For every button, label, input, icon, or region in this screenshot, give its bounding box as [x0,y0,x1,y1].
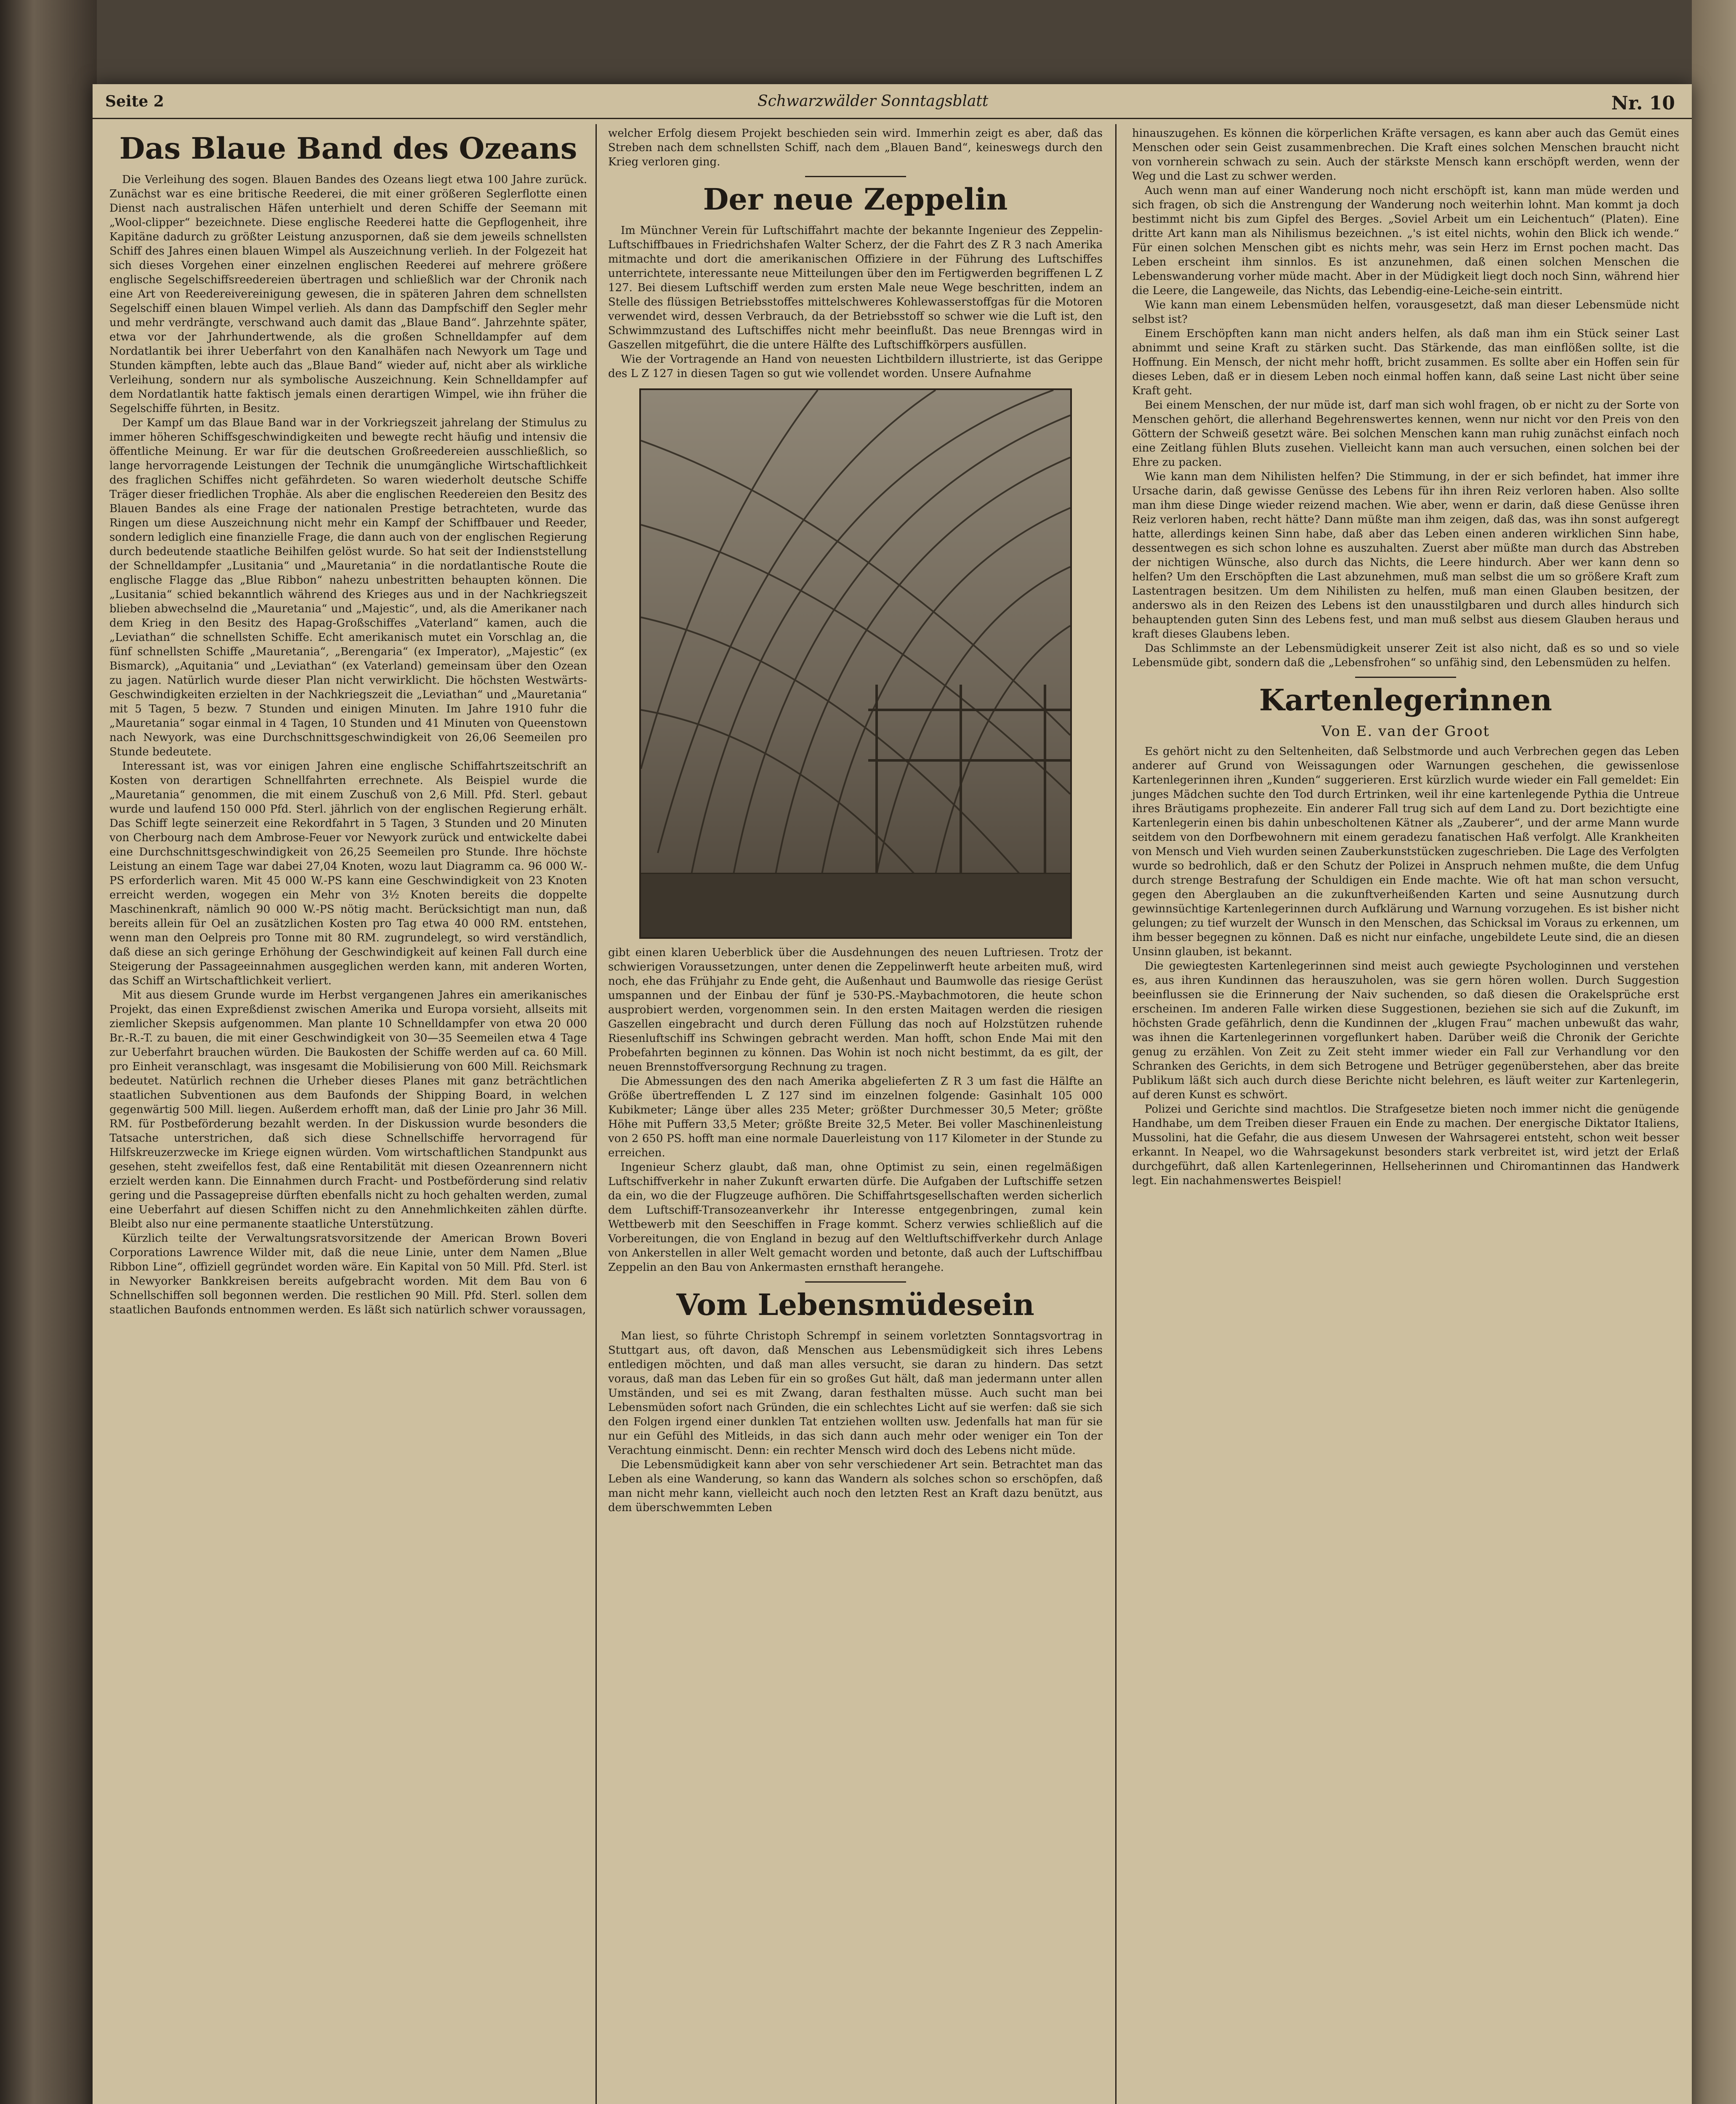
paragraph: Wie kann man dem Nihilisten helfen? Die Stimmung, in der er sich befindet, hat immer ihre Ursache darin, daß gewisse Genüsse des Lebens für ihn ihren Reiz verloren haben. Also sollte man ihm diese Dinge wieder reizend machen. Wie aber, wenn er darin, daß diese Genüsse ihren Reiz verloren haben, recht hätte? Dann müßte man ihm zeigen, daß das, was ihn sonst aufgeregt hatte, allerdings keinen Sinn habe, daß aber das Leben einen anderen wirklichen Sinn habe, dessentwegen es sich schon lohne es auszuhalten. Zuerst aber müßte man durch das Abstreben der nichtigen Wünsche, also durch das Nichts, die Leere hindurch. Aber wer kann denn so helfen? Um den Erschöpften die Last abzunehmen, muß man selbst die um so größere Kraft zum Lastentragen besitzen. Um dem Nihilisten zu helfen, muß man einen Glauben besitzen, der anderswo als in den Reizen des Lebens ist den unausstilgbaren und durch alles hindurch sich behauptenden guten Sinn des Lebens fest, und man muß selbst aus diesem Glauben heraus und kraft dieses Glaubens leben. [1132,470,1679,640]
article-title-zeppelin: Der neue Zeppelin [703,182,1008,217]
paragraph: Polizei und Gerichte sind machtlos. Die Strafgesetze bieten noch immer nicht die genügende Handhabe, um dem Treiben dieser Frauen ein Ende zu machen. Der energische Diktator Italiens, Mussolini, hat die Gefahr, die aus diesem Unwesen der Wahrsagerei entsteht, schon weit besser erkannt. In Neapel, wo die Wahrsagekunst besonders stark verbreitet ist, wird jetzt der Erlaß durchgeführt, daß allen Kartenlegerinnen, Hellseherinnen und Chiromantinnen das Handwerk legt. Ein nachahmenswertes Beispiel! [1132,1103,1679,1187]
page-header [93,84,1692,119]
byline: Von E. van der Groot [1321,723,1490,740]
paragraph: Kürzlich teilte der Verwaltungsratsvorsitzende der American Brown Boveri Corporations Lawrence Wilder mit, daß die neue Linie, unter dem Namen „Blue Ribbon Line“, offiziell gegründet worden wäre. Ein Kapital von 50 Mill. Pfd. Sterl. ist in Newyorker Bankkreisen bereits aufgebracht worden. Mit dem Bau von 6 Schnellschiffen soll begonnen werden. Die restlichen 90 Mill. Pfd. Sterl. sollen dem staatlichen Baufonds entnommen werden. Es läßt sich natürlich schwer voraussagen, [109,1232,587,1316]
column-3 [1132,126,1679,1188]
next-page-edge [1692,0,1736,2104]
newspaper-title: Schwarzwälder Sonntagsblatt [758,93,989,110]
paragraph: Wie kann man einem Lebensmüden helfen, vorausgesetzt, daß man dieser Lebensmüde nicht selbst ist? [1132,299,1679,326]
paragraph: Einem Erschöpften kann man nicht anders helfen, als daß man ihm ein Stück seiner Last abnimmt und seine Kraft zu stärken sucht. Das Stärkende, das man einflößen sollte, ist die Hoffnung. Ein Mensch, der nicht mehr hofft, bricht zusammen. Es sollte aber ein Hoffen sein für dieses Leben, daß er in diesem Leben noch einmal hoffen kann, daß seine Last nicht über seine Kraft geht. [1132,327,1679,397]
newspaper-page [93,84,1692,2104]
section-divider [805,1281,906,1283]
column-rule [596,124,597,2104]
paragraph: Die Abmessungen des den nach Amerika abgelieferten Z R 3 um fast die Hälfte an Größe übertreffenden L Z 127 sind im einzelnen folgende: Gasinhalt 105 000 Kubikmeter; Länge über alles 235 Meter; größter Durchmesser 30,5 Meter; größte Höhe mit Puffern 33,5 Meter; größte Breite 32,5 Meter. Bei voller Maschinenleistung von 2 650 PS. hofft man eine normale Dauerleistung von 117 Kilometer in der Stunde zu erreichen. [608,1075,1103,1159]
paragraph: Wie der Vortragende an Hand von neuesten Lichtbildern illustrierte, ist das Gerippe des L Z 127 in diesen Tagen so gut wie vollendet worden. Unsere Aufnahme [608,353,1103,380]
paragraph: Auch wenn man auf einer Wanderung noch nicht erschöpft ist, kann man müde werden und sich fragen, ob sich die Anstrengung der Wanderung noch weiterhin lohnt. Man kommt ja doch bestimmt nicht bis zum Gipfel des Berges. „Soviel Arbeit um ein Leichentuch“ (Platen). Eine dritte Art kann man als Nihilismus bezeichnen. „'s ist eitel nichts, wohin den Blick ich wende.“ Für einen solchen Menschen gibt es nichts mehr, was sein Herz im Ernst pochen macht. Das Leben erscheint ihm sinnlos. Es ist anzunehmen, daß einen solchen Menschen die Lebenswanderung vorher müde macht. Aber in der Müdigkeit liegt doch noch Sinn, während hier die Leere, die Langeweile, das Nichts, das Lebendig-eine-Leiche-sein eintritt. [1132,184,1679,297]
paragraph: Der Kampf um das Blaue Band war in der Vorkriegszeit jahrelang der Stimulus zu immer höheren Schiffsgeschwindigkeiten und bewegte recht häufig und intensiv die öffentliche Meinung. Er war für die deutschen Großreedereien ausschließlich, so lange hervorragende Leistungen der Technik die unumgängliche Wirtschaftlichkeit des fraglichen Schiffes nicht gefährdeten. So waren wiederholt deutsche Schiffe Träger dieser friedlichen Trophäe. Als aber die englischen Reedereien den Besitz des Blauen Bandes als eine Frage der nationalen Prestige betrachteten, wurde das Ringen um diese Auszeichnung nicht mehr ein Kampf der Schiffbauer und Reeder, sondern lediglich eine finanzielle Frage, die dann auch von der englischen Regierung durch bedeutende staatliche Beihilfen gelöst wurde. So hat seit der Indienststellung der Schnelldampfer „Lusitania“ und „Mauretania“ in die nordatlantische Route die englische Flagge das „Blue Ribbon“ nahezu unbestritten behaupten können. Die „Lusitania“ schied bekanntlich während des Krieges aus und in der Nachkriegszeit blieben abwechselnd die „Mauretania“ und „Majestic“, und, als die Amerikaner nach dem Krieg in den Besitz des Hapag-Großschiffes „Vaterland“ kamen, auch die „Leviathan“ die schnellsten Schiffe. Echt amerikanisch mutet ein Vorschlag an, die fünf schnellsten Schiffe „Mauretania“, „Berengaria“ (ex Imperator), „Majestic“ (ex Bismarck), „Aquitania“ und „Leviathan“ (ex Vaterland) gemeinsam über den Ozean zu jagen. Natürlich wurde dieser Plan nicht verwirklicht. Die höchsten Westwärts-Geschwindigkeiten erzielten in der Nachkriegszeit die „Leviathan“ und „Mauretania“ mit 5 Tagen, 5 bezw. 7 Stunden und einigen Minuten. Im Jahre 1910 fuhr die „Mauretania“ sogar einmal in 4 Tagen, 10 Stunden und 41 Minuten von Queenstown nach Newyork, was eine Durchschnittsgeschwindigkeit von 26,06 Seemeilen pro Stunde bedeutete. [109,417,587,758]
column-rule [1115,124,1117,2104]
paragraph: Man liest, so führte Christoph Schrempf in seinem vorletzten Sonntagsvortrag in Stuttgart aus, oft davon, daß Menschen aus Lebensmüdigkeit sich ihres Lebens entledigen möchten, und daß man alles versucht, sie daran zu hindern. Das setzt voraus, daß man das Leben für ein so großes Gut hält, daß man jedermann unter allen Umständen, und sei es mit Zwang, daran festhalten müsse. Auch sucht man bei Lebensmüden sofort nach Gründen, die ein schlechtes Licht auf sie werfen: daß sie sich den Folgen irgend einer dunklen Tat entziehen wollten usw. Jedenfalls hat man für sie nur ein Gefühl des Mitleids, in das sich dann auch mehr oder weniger ein Ton der Verachtung einmischt. Denn: ein rechter Mensch wird doch des Lebens nicht müde. [608,1330,1103,1457]
paragraph: Mit aus diesem Grunde wurde im Herbst vergangenen Jahres ein amerikanisches Projekt, das einen Expreßdienst zwischen Amerika und Europa vorsieht, allseits mit ziemlicher Skepsis aufgenommen. Man plante 10 Schnelldampfer von etwa 20 000 Br.-R.-T. zu bauen, die mit einer Geschwindigkeit von 30—35 Seemeilen etwa 4 Tage zur Ueberfahrt brauchen würden. Die Baukosten der Schiffe werden auf ca. 60 Mill. pro Einheit veranschlagt, was insgesamt die Mobilisierung von 600 Mill. Reichsmark bedeutet. Natürlich rechnen die Urheber dieses Planes mit ganz beträchtlichen staatlichen Subventionen aus dem Baufonds der Shipping Board, in welchen gegenwärtig 500 Mill. liegen. Außerdem erhofft man, daß der Linie pro Jahr 36 Mill. RM. für Postbeförderung bezahlt werden. In der Diskussion wurde besonders die Tatsache unterstrichen, daß sich diese Schnellschiffe hervorragend für Hilfskreuzerzwecke im Kriege eignen würden. Vom wirtschaftlichen Standpunkt aus gesehen, steht zweifellos fest, daß eine Rentabilität mit diesen Ozeanrennern nicht erzielt werden kann. Die Einnahmen durch Fracht- und Postbeförderung sind relativ gering und die Passagepreise dürften ebenfalls nicht zu hoch gehalten werden, zumal eine Ueberfahrt auf diesen Schiffen nicht zu den Annehmlichkeiten zählen dürfte. Bleibt also nur eine permanente staatliche Unterstützung. [109,989,587,1230]
article-title-kartenlegerinnen: Kartenlegerinnen [1259,683,1553,717]
paragraph: Es gehört nicht zu den Seltenheiten, daß Selbstmorde und auch Verbrechen gegen das Leben anderer auf Grund von Weissagungen oder Warnungen geschehen, die gewissenlose Kartenlegerinnen ihren „Kunden“ suggerieren. Erst kürzlich wurde wieder ein Fall gemeldet: Ein junges Mädchen suchte den Tod durch Ertrinken, weil ihr eine kartenlegende Pythia die Untreue ihres Bräutigams prophezeite. Ein anderer Fall trug sich auf dem Land zu. Dort bezichtigte eine Kartenlegerin einen bis dahin unbescholtenen Kätner als „Zauberer“, und der arme Mann wurde seitdem von den Dorfbewohnern mit einem geradezu fanatischen Haß verfolgt. Alle Krankheiten von Mensch und Vieh wurden seinen Zauberkunststücken zugeschrieben. Die Lage des Verfolgten wurde so bedrohlich, daß er den Schutz der Polizei in Anspruch nehmen mußte, die dem Unfug durch strenge Bestrafung der Schuldigen ein Ende machte. Wie oft hat man schon versucht, gegen den Aberglauben an die zukunftverheißenden Karten und seine Ausnutzung durch gewinnsüchtige Kartenlegerinnen durch Aufklärung und Warnung vorzugehen. Es ist bisher nicht gelungen; zu tief wurzelt der Wunsch in den Menschen, das Schicksal im Voraus zu erkennen, um ihm besser begegnen zu können. Daß es nicht nur einfache, ungebildete Leute sind, die an diesen Unsinn glauben, ist bekannt. [1132,745,1679,958]
paragraph: Ingenieur Scherz glaubt, daß man, ohne Optimist zu sein, einen regelmäßigen Luftschiffverkehr in naher Zukunft erwarten dürfe. Die Aufgaben der Luftschiffe setzen da ein, wo die der Flugzeuge aufhören. Die Schiffahrtsgesellschaften werden sicherlich dem Luftschiff-Transozeanverkehr ihr Interesse entgegenbringen, zumal kein Wettbewerb mit den Seeschiffen in Frage kommt. Scherz verwies schließlich auf die Vorbereitungen, die von England in bezug auf den Weltluftschiffverkehr durch Anlage von Ankerstellen in aller Welt gemacht worden und betonte, daß auch der Luftschiffbau Zeppelin an den Bau von Ankermasten ernsthaft herangehe. [608,1161,1103,1274]
paragraph: Das Schlimmste an der Lebensmüdigkeit unserer Zeit ist also nicht, daß es so und so viele Lebensmüde gibt, sondern daß die „Lebensfrohen“ so unfähig sind, den Lebensmüden zu helfen. [1132,642,1679,669]
issue-number: Nr. 10 [1611,93,1675,114]
paragraph: Im Münchner Verein für Luftschiffahrt machte der bekannte Ingenieur des Zeppelin-Luftschiffbaues in Friedrichshafen Walter Scherz, der die Fahrt des Z R 3 nach Amerika mitmachte und dort die amerikanischen Offiziere in der Führung des Luftschiffes unterrichtete, interessante neue Mitteilungen über den im Fertigwerden begriffenen L Z 127. Bei diesem Luftschiff werden zum ersten Male neue Wege beschritten, indem an Stelle des flüssigen Betriebsstoffes mittelschweres Kohlewasserstoffgas für die Motoren verwendet wird, dessen Verbrauch, da der Betriebsstoff so schwer wie die Luft ist, den Schwimmzustand des Luftschiffes nicht mehr beeinflußt. Das neue Brenngas wird in Gaszellen mitgeführt, die die untere Hälfte des Luftschiffkörpers ausfüllen. [608,224,1103,351]
paragraph: hinauszugehen. Es können die körperlichen Kräfte versagen, es kann aber auch das Gemüt eines Menschen oder sein Geist zusammenbrechen. Die Kraft eines solchen Menschen braucht nicht von vornherein schwach zu sein. Auch der stärkste Mensch kann erschöpft werden, wenn der Weg und die Last zu schwer werden. [1132,127,1679,183]
book-binding [0,0,97,2104]
paragraph: Bei einem Menschen, der nur müde ist, darf man sich wohl fragen, ob er nicht zu der Sorte von Menschen gehört, die allerhand Begehrenswertes kennen, wenn nur nicht vor den Preis von den Göttern der Schweiß gesetzt wäre. Bei solchen Menschen kann man ruhig zunächst einfach noch eine Zeitlang fühlen Bluts zusehen. Vielleicht kann man auch versuchen, einen solchen bei der Ehre zu packen. [1132,399,1679,469]
paragraph: Interessant ist, was vor einigen Jahren eine englische Schiffahrtszeitschrift an Kosten von derartigen Schnellfahrten errechnete. Als Beispiel wurde die „Mauretania“ genommen, die mit einem Zuschuß von 2,6 Mill. Pfd. Sterl. gebaut wurde und laufend 150 000 Pfd. Sterl. jährlich von der englischen Regierung erhält. Das Schiff legte seinerzeit eine Rekordfahrt in 5 Tagen, 3 Stunden und 20 Minuten von Cherbourg nach dem Ambrose-Feuer vor Newyork zurück und entwickelte dabei eine Durchschnittsgeschwindigkeit von 26,25 Seemeilen pro Stunde. Ihre höchste Leistung an einem Tage war dabei 27,04 Knoten, wozu laut Diagramm ca. 96 000 W.-PS erforderlich waren. Mit 45 000 W.-PS kann eine Geschwindigkeit von 23 Knoten erreicht werden, wogegen ein Mehr von 3½ Knoten bereits die doppelte Maschinenkraft, nämlich 90 000 W.-PS nötig macht. Berücksichtigt man nun, daß bereits allein für Oel an zusätzlichen Kosten pro Tag etwa 40 000 RM. entstehen, wenn man den Oelpreis pro Tonne mit 80 RM. zugrundelegt, so wird verständlich, daß diese an sich geringe Erhöhung der Geschwindigkeit auf keinen Fall durch eine Steigerung der Passageeinnahmen ausgeglichen werden kann, mit anderen Worten, das Schiff an Wirtschaftlichkeit verliert. [109,760,587,987]
paragraph: gibt einen klaren Ueberblick über die Ausdehnungen des neuen Luftriesen. Trotz der schwierigen Voraussetzungen, unter denen die Zeppelinwerft heute arbeiten muß, wird noch, ehe das Frühjahr zu Ende geht, die Außenhaut und Baumwolle das riesige Gerüst umspannen und der Einbau der fünf je 530-PS.-Maybachmotoren, die heute schon ausprobiert werden, vorgenommen sein. In den ersten Maitagen werden die riesigen Gaszellen eingebracht und durch deren Füllung das noch auf Holzstützen ruhende Riesenluftschiff ins Schwingen gebracht werden. Man hofft, schon Ende Mai mit den Probefahrten beginnen zu können. Das Wohin ist noch nicht bestimmt, da es gilt, der neuen Brennstoffversorgung Rechnung zu tragen. [608,946,1103,1073]
zeppelin-frame-photo [639,388,1072,939]
paragraph: Die Lebensmüdigkeit kann aber von sehr verschiedener Art sein. Betrachtet man das Leben als eine Wanderung, so kann das Wandern als solches schon so erschöpfen, daß man nicht mehr kann, vielleicht auch noch den letzten Rest an Kraft dazu benützt, aus dem überschwemmten Leben [608,1458,1103,1514]
paragraph: welcher Erfolg diesem Projekt beschieden sein wird. Immerhin zeigt es aber, daß das Streben nach dem schnellsten Schiff, nach dem „Blauen Band“, keineswegs durch den Krieg verloren ging. [608,127,1103,168]
page-number: Seite 2 [105,93,164,110]
column-2 [608,126,1103,1515]
section-divider [1355,677,1456,678]
paragraph: Die Verleihung des sogen. Blauen Bandes des Ozeans liegt etwa 100 Jahre zurück. Zunächst war es eine britische Reederei, die mit einer größeren Seglerflotte einen Dienst nach australischen Häfen unterhielt und deren Schiffe der Seemann mit „Wool-clipper“ bezeichnete. Diese englische Reederei hatte die Gepflogenheit, ihre Kapitäne dadurch zu größter Leistung anzuspornen, daß sie dem jeweils schnellsten Schiff des Jahres einen blauen Wimpel als Auszeichnung verlieh. In der Folgezeit hat sich dieses Vorgehen einer einzelnen englischen Reederei auf mehrere größere englische Segelschiffsreedereien übertragen und schließlich war der Chronik nach eine Art von Reedereivereinigung gewesen, die in späteren Jahren dem schnellsten Segelschiff einen blauen Wimpel verlieh. Als dann das Dampfschiff den Segler mehr und mehr verdrängte, verschwand auch damit das „Blaue Band“. Jahrzehnte später, etwa vor der Jahrhundertwende, als die großen Schnelldampfer auf dem Nordatlantik bei ihrer Ueberfahrt von den Kanalhäfen nach Newyork um Tage und Stunden kämpften, lebte auch das „Blaue Band“ wieder auf, nicht aber als wirkliche Verleihung, sondern nur als symbolische Auszeichnung. Kein Schnelldampfer auf dem Nordatlantik hatte faktisch jemals einen derartigen Wimpel, wie ihn früher die Segelschiffe führten, in Besitz. [109,173,587,415]
article-title-blaue-band: Das Blaue Band des Ozeans [119,131,577,166]
article-title-lebensmuede: Vom Lebensmüdesein [676,1287,1034,1322]
section-divider [805,176,906,177]
column-1 [109,126,587,1317]
paragraph: Die gewiegtesten Kartenlegerinnen sind meist auch gewiegte Psychologinnen und verstehen es, aus ihren Kundinnen das herauszuholen, was sie gern hören wollen. Durch Suggestion beeinflussen sie die Erinnerung der Naiv suchenden, so daß diesen die Orakelsprüche erst erscheinen. Im anderen Falle wirken diese Suggestionen, beziehen sie sich auf die Zukunft, im höchsten Grade gefährlich, denn die Kundinnen der „klugen Frau“ machen unbewußt das wahr, was ihnen die Kartenlegerinnen vorgeflunkert haben. Darüber weiß die Chronik der Gerichte genug zu erzählen. Von Zeit zu Zeit steht immer wieder ein Fall zur Verhandlung vor den Schranken des Gerichts, in dem sich Betrogene und Betrüger gegenüberstehen, aber das breite Publikum läßt sich auch durch diese Berichte nicht belehren, es läuft weiter zur Kartenlegerin, auf deren Kunst es schwört. [1132,960,1679,1101]
